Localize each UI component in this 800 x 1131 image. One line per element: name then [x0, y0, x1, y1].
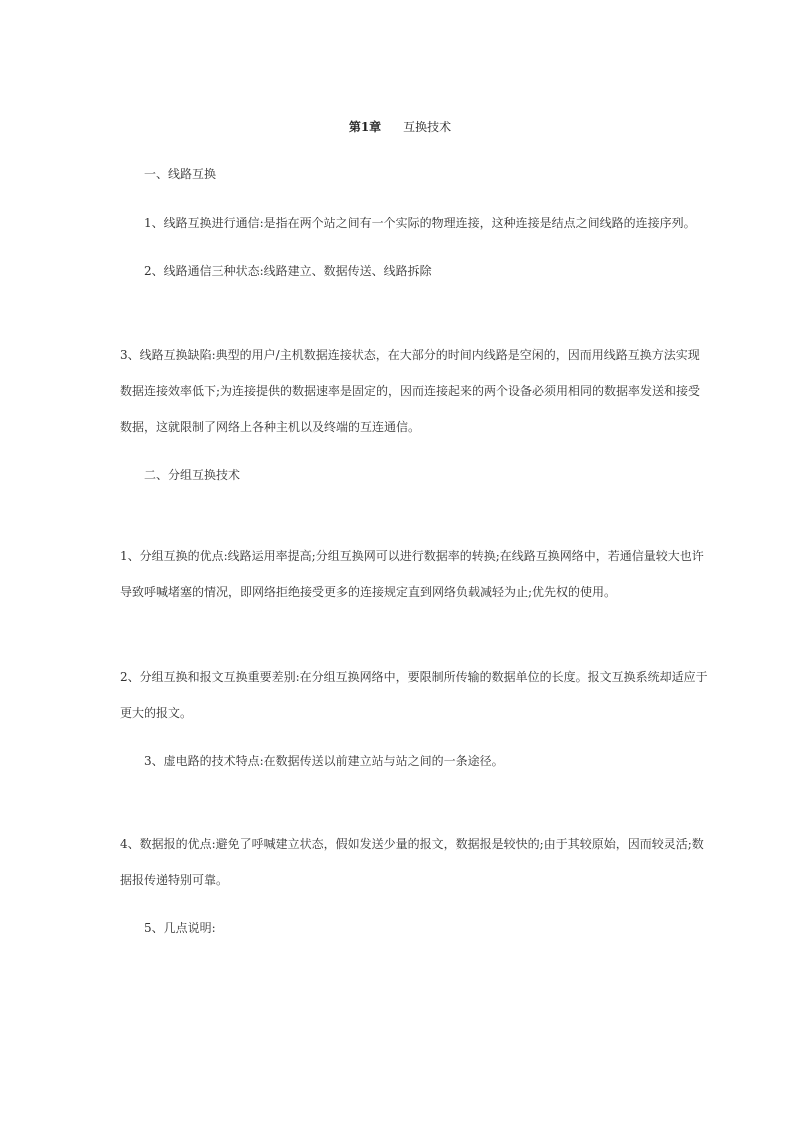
paragraph-packet-vs-message-line-1: 2、分组互换和报文互换重要差别:在分组互换网络中，要限制所传输的数据单位的长度。报文互换系统却适应于 [120, 670, 708, 684]
paragraph-circuit-drawbacks-line-1: 3、线路互换缺陷:典型的用户/主机数据连接状态，在大部分的时间内线路是空闲的，因而用线路互换方法实现 [120, 348, 700, 362]
paragraph-circuit-drawbacks-line-3: 数据，这就限制了网络上各种主机以及终端的互连通信。 [120, 420, 421, 434]
section-heading-circuit-switching: 一、线路互换 [144, 167, 217, 181]
chapter-number: 第1章 [348, 120, 382, 134]
chapter-name: 互换技术 [403, 120, 452, 134]
paragraph-circuit-communication: 1、线路互换进行通信:是指在两个站之间有一个实际的物理连接，这种连接是结点之间线路的连接序列。 [144, 216, 696, 230]
paragraph-packet-vs-message-line-2: 更大的报文。 [120, 706, 193, 720]
paragraph-virtual-circuit: 3、虚电路的技术特点:在数据传送以前建立站与站之间的一条途径。 [144, 754, 504, 768]
section-heading-packet-switching: 二、分组互换技术 [144, 468, 241, 482]
paragraph-datagram-line-1: 4、数据报的优点:避免了呼喊建立状态，假如发送少量的报文，数据报是较快的;由于其较原始，因而较灵活;数 [120, 837, 704, 851]
paragraph-datagram-line-2: 据报传递特别可靠。 [120, 873, 229, 887]
paragraph-notes-heading: 5、几点说明: [144, 921, 216, 935]
paragraph-packet-advantages-line-2: 导致呼喊堵塞的情况，即网络拒绝接受更多的连接规定直到网络负载减轻为止;优先权的使用。 [120, 585, 617, 599]
chapter-title [0, 119, 800, 135]
paragraph-circuit-drawbacks-line-2: 数据连接效率低下;为连接提供的数据速率是固定的，因而连接起来的两个设备必须用相同的数据率发送和接受 [120, 384, 701, 398]
paragraph-circuit-states: 2、线路通信三种状态:线路建立、数据传送、线路拆除 [144, 264, 432, 278]
paragraph-packet-advantages-line-1: 1、分组互换的优点:线路运用率提高;分组互换网可以进行数据率的转换;在线路互换网络中，若通信量较大也许 [120, 549, 704, 563]
